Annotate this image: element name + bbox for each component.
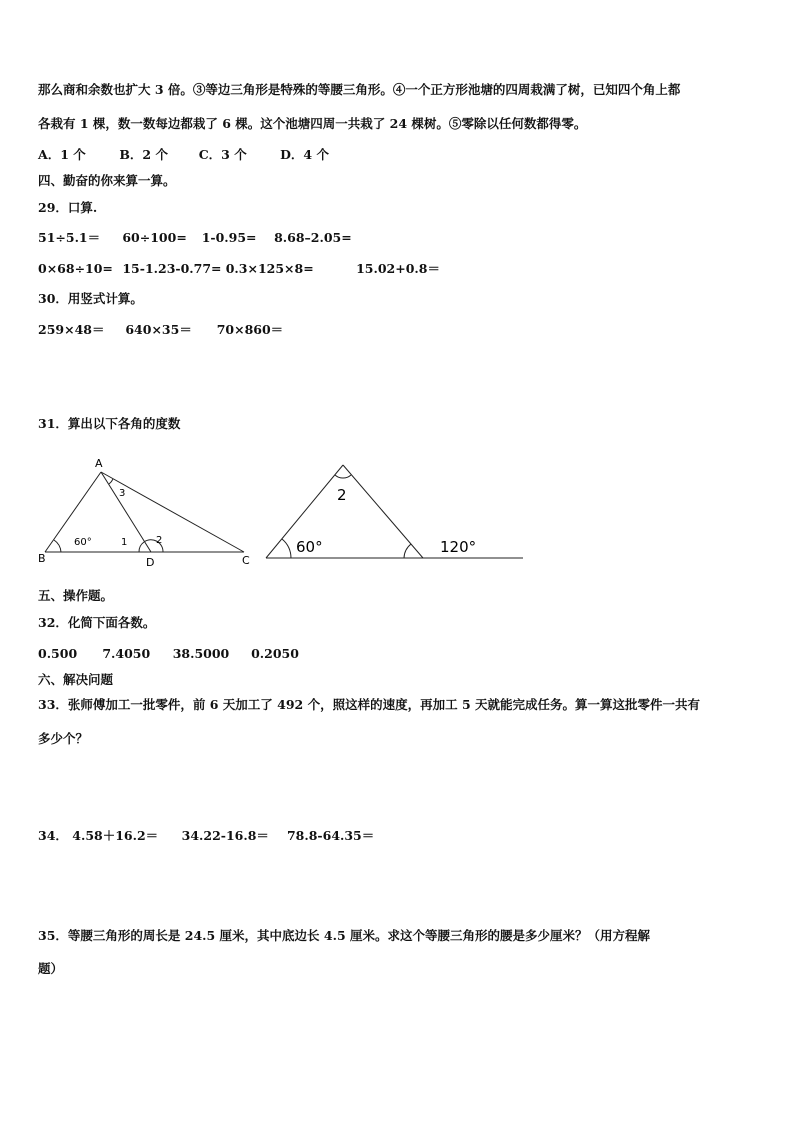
q29-item: 60÷100= — [122, 230, 187, 245]
label-c: C — [242, 554, 250, 567]
q30-title: 30．用竖式计算。 — [38, 291, 143, 306]
q29-item: 51÷5.1＝ — [38, 230, 101, 245]
intro-line-1: 那么商和余数也扩大 3 倍。③等边三角形是特殊的等腰三角形。④一个正方形池塘的四周栽满了树，已知四个角上都 — [38, 82, 681, 97]
exterior-angle-figure — [260, 455, 530, 570]
q29-row-2 — [38, 261, 440, 277]
q32-item: 0.500 — [38, 646, 78, 661]
q33-line-2: 多少个？ — [38, 731, 89, 746]
intro-options — [38, 147, 329, 163]
intro-line-2: 各栽有 1 棵，数一数每边都栽了 6 棵。这个池塘四周一共栽了 24 棵树。⑤零除以任何数都得零。 — [38, 116, 587, 131]
label-a: A — [95, 457, 103, 470]
q29-row-1 — [38, 230, 352, 246]
q32-item: 0.2050 — [251, 646, 299, 661]
q32-item: 38.5000 — [172, 646, 230, 661]
q32-item: 7.4050 — [102, 646, 151, 661]
angle-60-label: 60° — [296, 538, 323, 556]
q35-line-1: 35．等腰三角形的周长是 24.5 厘米，其中底边长 4.5 厘米。求这个等腰三角形的腰是多少厘米？（用方程解 — [38, 928, 650, 943]
angle-120-label: 120° — [440, 538, 477, 556]
q35-line-2: 题） — [38, 961, 64, 976]
q33-line-1: 33．张师傅加工一批零件，前 6 天加工了 492 个，照这样的速度，再加工 5 天就能完成任务。算一算这批零件一共有 — [38, 697, 700, 712]
angle-3-label: 3 — [119, 488, 126, 499]
angle-b-label: 60° — [74, 537, 92, 548]
q29-item: 1-0.95= — [201, 230, 257, 245]
section-4-title: 四、勤奋的你来算一算。 — [38, 173, 176, 188]
q29-title: 29．口算. — [38, 200, 98, 215]
q29-item: 0×68÷10= — [38, 261, 113, 276]
q30-item: 70×860＝ — [216, 322, 284, 337]
q34-row — [38, 828, 374, 844]
q29-item: 0.3×125×8= — [225, 261, 314, 276]
section-5-title: 五、操作题。 — [38, 588, 114, 603]
q34-item: 78.8-64.35＝ — [286, 828, 375, 843]
q34-item: 34.22-16.8＝ — [181, 828, 269, 843]
q31-title: 31．算出以下各角的度数 — [38, 416, 181, 431]
q34-number: 34． — [38, 828, 68, 843]
angle-1-label: 1 — [121, 537, 128, 548]
section-6-title: 六、解决问题 — [38, 672, 114, 687]
option-b: B．2 个 — [119, 147, 168, 162]
q29-item: 8.68–2.05= — [274, 230, 352, 245]
q32-title: 32．化简下面各数。 — [38, 615, 156, 630]
q29-item: 15.02+0.8＝ — [356, 261, 440, 276]
q34-item: 4.58＋16.2＝ — [72, 828, 159, 843]
label-b: B — [38, 552, 46, 565]
q29-item: 15-1.23-0.77= — [122, 261, 222, 276]
triangle-abd-figure — [30, 452, 260, 572]
option-d: D．4 个 — [280, 147, 329, 162]
option-c: C．3 个 — [198, 147, 247, 162]
q30-item: 259×48＝ — [38, 322, 105, 337]
q30-item: 640×35＝ — [125, 322, 192, 337]
angle-2-label: 2 — [156, 535, 163, 546]
label-d: D — [146, 556, 155, 569]
angle-2-label: 2 — [337, 486, 347, 504]
q30-row — [38, 322, 283, 338]
q32-row — [38, 646, 299, 662]
option-a: A．1 个 — [38, 147, 86, 162]
